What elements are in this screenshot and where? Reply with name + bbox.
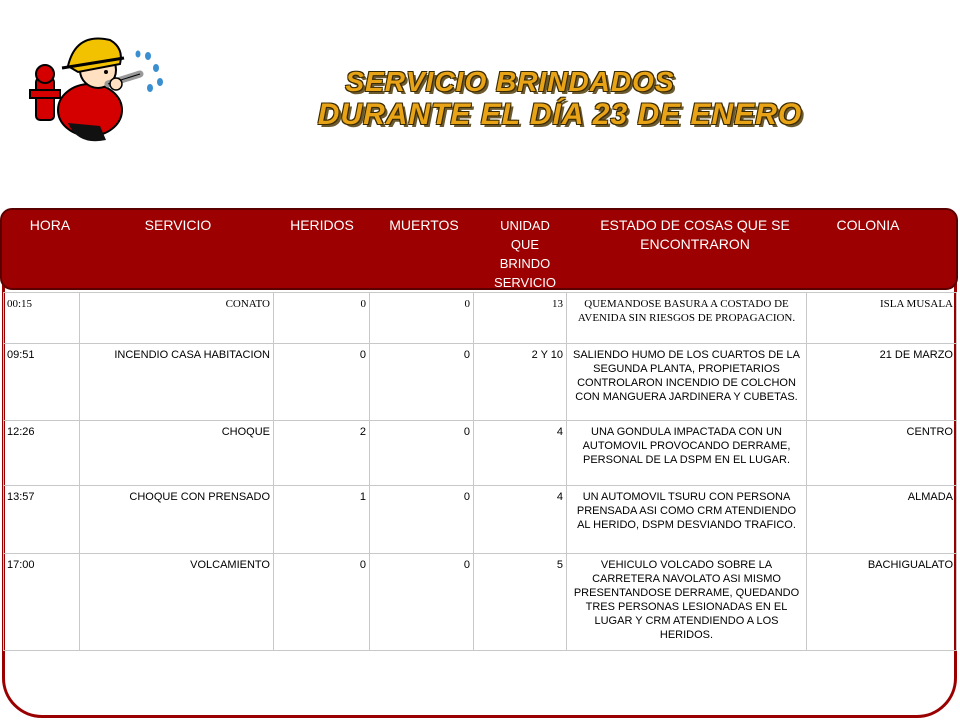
cell-servicio: CHOQUE [80,421,274,486]
header-muertos: MUERTOS [389,217,459,233]
header-unidad: UNIDAD QUE BRINDO SERVICIO [494,218,556,290]
cell-heridos: 2 [274,421,370,486]
table-row [4,421,957,486]
cell-heridos: 0 [274,344,370,421]
cell-hora: 12:26 [4,421,80,486]
table-row [4,293,957,344]
table-header [0,208,958,290]
firefighter-mascot-icon [28,28,168,148]
cell-unidad: 5 [474,554,567,651]
cell-estado: SALIENDO HUMO DE LOS CUARTOS DE LA SEGUNDA PLANTA, PROPIETARIOS CONTROLARON INCENDIO DE COLCHON CON MANGUERA JARDINERA Y CUBETAS. [567,344,807,421]
cell-colonia: 21 DE MARZO [807,344,957,421]
cell-heridos: 0 [274,293,370,344]
cell-colonia: BACHIGUALATO [807,554,957,651]
header-heridos: HERIDOS [290,217,354,233]
table-row [4,344,957,421]
cell-hora: 09:51 [4,344,80,421]
cell-hora: 00:15 [4,293,80,344]
cell-estado: UN AUTOMOVIL TSURU CON PERSONA PRENSADA ASI COMO CRM ATENDIENDO AL HERIDO, DSPM DESVIANDO TRAFICO. [567,486,807,554]
cell-unidad: 4 [474,421,567,486]
header-estado: ESTADO DE COSAS QUE SE ENCONTRARON [600,217,790,252]
header-servicio: SERVICIO [144,217,212,233]
cell-unidad: 4 [474,486,567,554]
cell-hora: 17:00 [4,554,80,651]
header-colonia: COLONIA [836,217,900,233]
cell-estado: UNA GONDULA IMPACTADA CON UN AUTOMOVIL PROVOCANDO DERRAME, PERSONAL DE LA DSPM EN EL LUGAR. [567,421,807,486]
cell-muertos: 0 [370,344,474,421]
cell-hora: 13:57 [4,486,80,554]
cell-heridos: 1 [274,486,370,554]
cell-muertos: 0 [370,421,474,486]
cell-colonia: ISLA MUSALA [807,293,957,344]
cell-colonia: ALMADA [807,486,957,554]
cell-unidad: 2 Y 10 [474,344,567,421]
cell-servicio: CONATO [80,293,274,344]
table-row [4,554,957,651]
cell-heridos: 0 [274,554,370,651]
cell-estado: VEHICULO VOLCADO SOBRE LA CARRETERA NAVOLATO ASI MISMO PRESENTANDOSE DERRAME, QUEDANDO TRES PERSONAS LESIONADAS EN EL LUGAR Y CRM ATENDIENDO A LOS HERIDOS. [567,554,807,651]
cell-muertos: 0 [370,554,474,651]
page-subtitle: DURANTE EL DÍA 23 DE ENERO [317,98,803,131]
table-row [4,486,957,554]
cell-servicio: INCENDIO CASA HABITACION [80,344,274,421]
page-title: SERVICIO BRINDADOS [345,66,675,97]
cell-estado: QUEMANDOSE BASURA A COSTADO DE AVENIDA SIN RIESGOS DE PROPAGACION. [567,293,807,344]
cell-muertos: 0 [370,293,474,344]
cell-servicio: VOLCAMIENTO [80,554,274,651]
cell-unidad: 13 [474,293,567,344]
cell-colonia: CENTRO [807,421,957,486]
services-table [3,292,957,651]
cell-muertos: 0 [370,486,474,554]
cell-servicio: CHOQUE CON PRENSADO [80,486,274,554]
header-hora: HORA [29,217,71,233]
